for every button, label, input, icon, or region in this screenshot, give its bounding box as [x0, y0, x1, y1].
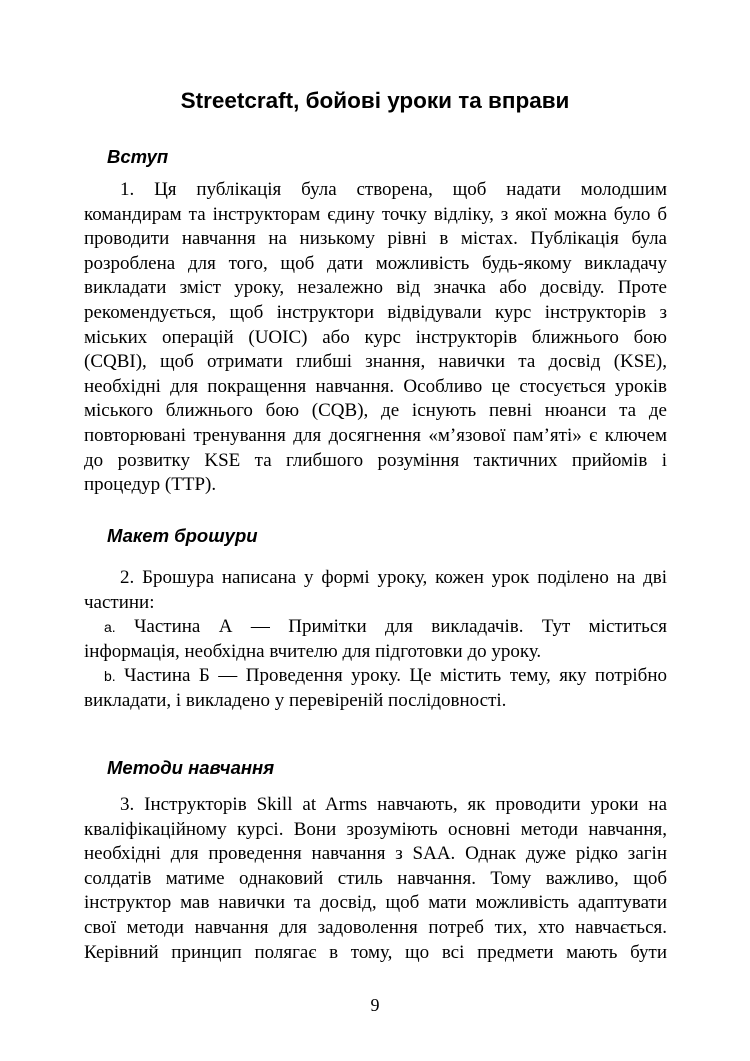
paragraph-line: інформація, необхідна вчителю для підготовки до уроку. [84, 640, 542, 662]
list-marker: b. [104, 668, 116, 684]
paragraph-line: (CQBI), щоб отримати глибші знання, навички та досвід (KSE), [84, 351, 667, 373]
page-number: 9 [370, 995, 380, 1015]
paragraph-line: процедур (TTP). [84, 474, 217, 496]
paragraph-line: 1. Ця публікація була створена, щоб надати молодшим [120, 179, 667, 200]
paragraph-line: повторювані тренування для досягнення «м’язової пам’яті» є ключем [84, 424, 667, 446]
paragraph-line: міських операцій (UOIC) або курс інструкторів ближнього бою [84, 326, 667, 348]
paragraph-line: Керівний принцип полягає в тому, що всі предмети мають бути [84, 941, 667, 963]
paragraph-line: b. Частина Б — Проведення уроку. Це містить тему, яку потрібно [104, 665, 667, 686]
paragraph-line: викладати, і викладено у перевіреній послідовності. [84, 689, 507, 711]
paragraph-line: міського ближнього бою (CQB), де існують певні нюанси та де [84, 400, 667, 422]
list-marker: a. [104, 619, 116, 635]
paragraph-2 [84, 566, 667, 615]
paragraph-line: командирам та інструкторам єдину точку відліку, з якої можна було б [84, 203, 667, 225]
paragraph-line: a. Частина А — Примітки для викладачів. Тут міститься [104, 616, 668, 637]
paragraph-line: рекомендується, щоб інструктори відвідували курс інструкторів з [84, 301, 667, 323]
paragraph-number: 3. [120, 794, 135, 815]
paragraph-3 [84, 793, 667, 965]
paragraph-line: кваліфікаційному курсі. Вони зрозуміють основні методи навчання, [84, 818, 667, 840]
section-heading-intro: Вступ [107, 146, 169, 167]
list-item-b [84, 664, 667, 713]
paragraph-line: необхідні для покращення навчання. Особливо це стосується уроків [84, 375, 667, 397]
section-heading-layout: Макет брошури [107, 525, 258, 546]
paragraph-line: інструктор мав навички та досвід, щоб мати можливість адаптувати [84, 892, 667, 914]
list-item-a [84, 615, 667, 664]
paragraph-line: солдатів матиме однаковий стиль навчання. Тому важливо, щоб [84, 867, 667, 889]
paragraph-line: 2. Брошура написана у формі уроку, кожен урок поділено на дві [120, 567, 667, 588]
paragraph-line: викладати зміст уроку, незалежно від значка або досвіду. Проте [84, 277, 667, 299]
paragraph-line: розроблена для того, щоб дати можливість будь-якому викладачу [84, 252, 667, 274]
paragraph-line: 3. Інструкторів Skill at Arms навчають, як проводити уроки на [120, 794, 667, 815]
section-heading-methods: Методи навчання [107, 757, 275, 778]
paragraph-line: до розвитку KSE та глибшого розуміння тактичних прийомів і [84, 449, 667, 471]
paragraph-1 [84, 178, 667, 498]
paragraph-number: 1. [120, 179, 135, 200]
paragraph-number: 2. [120, 567, 135, 588]
paragraph-line: частини: [84, 591, 155, 613]
document-title: Streetcraft, бойові уроки та вправи [180, 88, 570, 113]
paragraph-line: проводити навчання на низькому рівні в містах. Публікація була [84, 228, 667, 250]
paragraph-line: необхідні для проведення навчання з SAA. Однак дуже рідко загін [84, 843, 667, 865]
paragraph-line: свої методи навчання для задоволення потреб тих, хто навчається. [84, 916, 667, 938]
